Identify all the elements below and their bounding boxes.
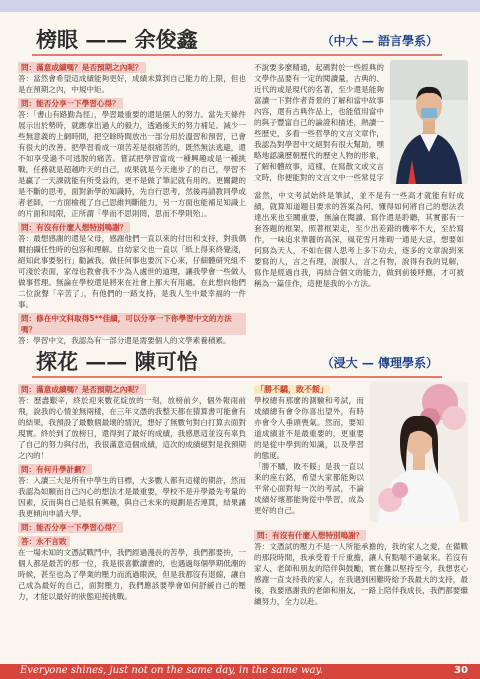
paragraph: 當然，中文考試始終是筆試，並不是有一些高才就能有好成績，就算知道題目要求的答案為何，懂得如何將自己的想法表達出來也至關重要，無論在閱讀、寫作還是聆聽，其實都有一套答題的框架，照著框架走，至少出差錯的機率不大，至於寫作，一味追求華麗的高深，風花雪月堆砌一通是大忌，想要如何寫為天人，不如在個人思考上多下功夫，逐多的文章說到來要寫的人，言之有理，說服人，言之有物，說得有我的見解，寫作是經過自我，再結合個文的能力，做到前後呼應，才可被稱為一篇佳作，這便是我的小方法。 <box>254 191 464 288</box>
student-photo <box>370 382 468 522</box>
student-name-title: 榜眼 —— 余俊鑫 <box>36 27 198 52</box>
portrait-image <box>370 382 468 522</box>
section-header <box>32 20 442 56</box>
qa-item <box>18 98 246 219</box>
footer-motto: Everyone shines, just not on the same day, in the same way. <box>20 665 323 676</box>
student-university: （中大 — 語言學系） <box>321 34 438 48</box>
question: 問：有沒有什麼人想特別鳴謝？ <box>254 530 468 541</box>
question: 問：有沒有什麼人想特別鳴謝？ <box>18 222 246 233</box>
interview-left-column <box>18 384 246 605</box>
interview-right-column-bottom <box>254 190 464 330</box>
answer: 答：文憑試的壓力不是一人所能承擔的，我的家人之愛，在備戰的那段時間，我承受着千斤重擔，讓人有點喘不過氣來。若沒有家人、老師和朋友的陪伴與鼓勵，實在難以堅持至今，我想衷心感謝一直支持我的家人，在我遇到困難時給予我最大的支持，最後，我要感謝我的老師和朋友，一路上陪伴我成長，我們都要繼續努力，全力以赴。 <box>254 542 468 606</box>
motto-box <box>254 384 364 524</box>
qa-item <box>254 530 468 607</box>
interview-right-column-top <box>254 62 384 184</box>
question: 問：能否分享一下學習心得？ <box>18 98 246 109</box>
motto-text-2: 「勝不驕，敗不餒」是我一直以來的座右銘，希望大家都能夠以平常心面對每一次的考試，不論成績好壞都能夠從中學習，成為更好的自己。 <box>254 462 364 515</box>
question: 答：永不言敗 <box>18 536 246 547</box>
motto-text: 學校總有那麼的測驗和考試，而成績總有會令你喜出望外，有時亦會令人垂頭喪氣。然而，要知道成績並不是最重要的，更重要的是從中學到的知識，以及學習的態度。 <box>254 396 364 460</box>
motto-title: 「勝不驕，敗不餒」 <box>256 385 328 394</box>
question: 問：有何升學計劃？ <box>18 464 246 475</box>
answer: 答：歷盡艱辛，終於迎來數花綻放的一刻，放榜前夕，個外報雨前飛，說我的心情並無兩樣，在三年文憑的我整天都在猜算書可能會有的結果，我預設了最數個最壞的情況，想好了無數句對白打算去面對現實。終於到了放榜日，還得到了最好的成績，我感恩這並沒有辜負了自己的努力與付出，我很滿意這個成績，這次的成績絕對是我預期之內的！ <box>18 396 246 460</box>
student-name-title: 探花 —— 陳可怡 <box>36 349 198 374</box>
student-photo <box>390 60 468 184</box>
answer: 答：當然會希望這成績能夠更好，成績未算到自己能力的上限，但也是在預期之內，中規中矩。 <box>18 74 246 94</box>
section-student-2 <box>0 334 480 664</box>
page-number: 30 <box>454 665 468 676</box>
interview-left-column <box>18 62 246 349</box>
paragraph: 不說要多麼精通，起碼對於一些經典的文學作品要有一定的閱讀量，古典的、近代的或是現代的名著，至少還是能夠富讀一下對作者背景的了解和當中故事內容，還有古典作品上，也能值用當中的與子豐富自己的論證和描述，熱讀一些歷史，多看一些哲學的文言文章作，我認為對學習中文絕對有很大幫助，嘿略地認識歷朝歷代的歷史人物的形象，了解和體故事，這樣，在寫散文或文言文時，你便能對的文言文中一些常見字 <box>254 63 384 182</box>
answer: 在一場未知的文憑試戰鬥中，我們經過漫長的苦學，我們都要拚，一個人都是最苦的那一位，我是很喜歡讀書的，也遇過每個學期低潮的時候，甚至也為了學業的壓力而流過眼淚，但是我都沒有退縮，讓自己成為最好的自己，面對壓力，我們應該要學會如何舒緩自己的壓力，才能以最好的狀態迎接挑戰。 <box>18 548 246 601</box>
student-university: （浸大 — 傳理學系） <box>321 356 438 370</box>
qa-item <box>18 522 246 533</box>
top-banner <box>0 0 480 12</box>
question: 問：滿意成績嗎？是否預期之內呢？ <box>18 384 246 395</box>
footer-bar <box>0 664 480 679</box>
qa-item <box>18 384 246 461</box>
interview-right-column <box>254 530 468 662</box>
qa-item <box>18 222 246 310</box>
section-student-1 <box>0 12 480 345</box>
answer: 答：「書山有路勤為徑」，學習最重要的還是個人的努力。當先天條件展示出於勢時，就應拿出過人的毅力，透過後天的努力補足。減少一些無意義的上網時間，把空餘時間放出一部分用於溫習和預習，已會有很大的改善。把學習看成一項苦差是很痛苦的，既然無法逃避，還不如享受過不可逃脫的痛苦。嘗試把學習當成一種興趣或是一種挑戰，任務就是超越昨天的自己，成果就是今天進步了的自己，學習不是贏了一天課就能有所受益的，更不是做了筆記就有用的。更關鍵的是不斷的思考，面對新學的知識時，先自行思考，然後再請教同學或者老師，一方面檢視了自己思維判斷能力，另一方面也能補足知識上的片面和局限，正所謂「學而不思則罔，思而不學則殆」。 <box>18 110 246 218</box>
question: 問：修在中文科取得5**佳績，可以分享一下你學習中文的方法嗎？ <box>18 313 246 335</box>
answer: 答：最想感謝的還是父母，感謝他們一直以來的付出和支持，對我偶爾拍攝任性時的包容和理解。自幼家父也一直以「紙上得來終覺淺，絕知此事要躬行」勸誡我，做任何事也要沉下心來，仔細體研究組不可淺於表面，家母也教會我不少為人處世的道理，讓我學會一些做人做事哲理。無論在學校還是將來在社會上都大有用處，在此想向他們二位說聲「辛苦了」，有他們的一路支持，是我人生中最幸福的一件事。 <box>18 234 246 309</box>
qa-item <box>18 464 246 519</box>
portrait-image <box>390 60 468 184</box>
qa-item <box>18 62 246 95</box>
section-header <box>32 342 442 378</box>
question: 問：滿意成績嗎？是否預期之內呢？ <box>18 62 246 73</box>
answer: 答：入讀三大是所有中學生的目標，大多數人都有這樣的期許，然而我認為如願而自己內心的想法才是最重要，學校不是升學最先考量的因素，反而與自己是很有興趣，與自己未來的規劃是否連貫，結果讓我更傾向申請大學。 <box>18 476 246 518</box>
answer: 答：學習中文，我認為有一部分還是需要個人的文學素養積累。 <box>18 336 231 345</box>
question: 問：能否分享一下學習心得？ <box>18 522 246 533</box>
qa-item <box>18 536 246 602</box>
